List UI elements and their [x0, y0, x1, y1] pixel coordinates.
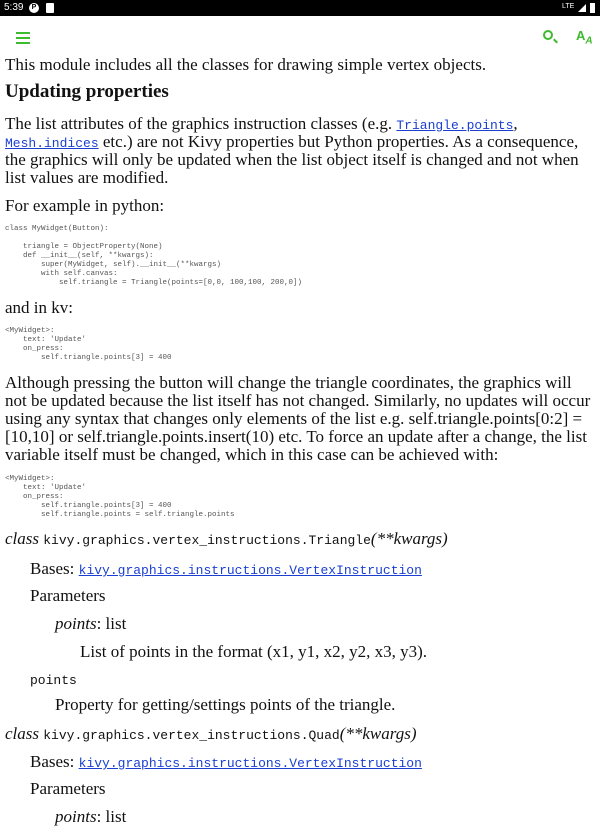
battery-icon [590, 3, 595, 13]
quad-bases [5, 753, 597, 771]
param-type: : list [96, 807, 127, 826]
param-type: : list [96, 614, 127, 633]
paragraph-1 [5, 115, 597, 187]
signal-icon [578, 4, 586, 12]
triangle-class-signature [5, 530, 597, 548]
class-name: kivy.graphics.vertex_instructions.Quad [43, 728, 340, 743]
param-name: points [55, 614, 97, 633]
code-block-python: class MyWidget(Button): triangle = ObjectProperty(None) def __init__(self, **kwargs): super(MyWidget, self).__init__(**kwargs) with self.canvas: self.triangle = Triangle(points=[0,0, 100,100, 200,0]) [5, 225, 303, 287]
triangle-parameters-label: Parameters [30, 586, 106, 605]
p1-sep: , [513, 114, 518, 133]
paragraph-4: Although pressing the button will change the triangle coordinates, the graphics will not be updated because the list itself has not changed. Similarly, no updates will occur using any syntax that changes only elements of the list e.g. self.triangle.points[0:2] = [10,10] or self.triangle.points.insert(10) etc. To force an update after a change, the list variable itself must be changed, which in this case can be achieved with: [5, 373, 591, 464]
code-block-kv-2: <MyWidget>: text: 'Update' on_press: self.triangle.points[3] = 400 self.triangle.points = self.triangle.points [5, 475, 235, 519]
quad-parameters-label: Parameters [30, 779, 106, 798]
section-heading: Updating properties [5, 81, 169, 102]
status-bar [0, 0, 600, 16]
vertex-instruction-link[interactable]: kivy.graphics.instructions.VertexInstruction [78, 563, 422, 578]
bases-label: Bases: [30, 752, 79, 771]
notification-p-icon: P [29, 3, 39, 13]
triangle-attr-points: points [30, 673, 77, 688]
class-keyword: class [5, 529, 39, 548]
status-time: 5:39 [4, 2, 24, 13]
mesh-indices-link[interactable]: Mesh.indices [5, 136, 99, 151]
triangle-param [5, 615, 597, 633]
code-block-kv: <MyWidget>: text: 'Update' on_press: self.triangle.points[3] = 400 [5, 327, 172, 362]
p1-text: The list attributes of the graphics instruction classes (e.g. [5, 114, 397, 133]
bases-label: Bases: [30, 559, 79, 578]
document-content[interactable] [0, 55, 600, 826]
quad-class-signature [5, 725, 597, 743]
class-args: (**kwargs) [370, 529, 448, 548]
triangle-points-link[interactable]: Triangle.points [396, 118, 514, 133]
vertex-instruction-link[interactable]: kivy.graphics.instructions.VertexInstruction [78, 756, 422, 771]
class-keyword: class [5, 724, 39, 743]
network-type: LTE [562, 3, 575, 10]
intro-text: This module includes all the classes for drawing simple vertex objects. [5, 55, 487, 74]
paragraph-3: and in kv: [5, 298, 73, 317]
app-bar [0, 16, 600, 56]
font-size-icon[interactable]: $A_A$ [576, 28, 593, 47]
triangle-attr-desc: Property for getting/settings points of the triangle. [55, 695, 396, 714]
class-name: kivy.graphics.vertex_instructions.Triangle [43, 533, 371, 548]
param-name: points [55, 807, 97, 826]
paragraph-2: For example in python: [5, 196, 165, 215]
p1-text-2: etc.) are not Kivy properties but Python properties. As a consequence, the graphics will only be updated when the list object itself is changed and not when list values are modified. [5, 132, 579, 187]
class-args: (**kwargs) [339, 724, 417, 743]
search-icon[interactable] [543, 30, 553, 40]
triangle-bases [5, 560, 597, 578]
quad-param [5, 808, 597, 826]
hamburger-icon[interactable] [16, 32, 30, 47]
triangle-param-desc: List of points in the format (x1, y1, x2, y2, x3, y3). [80, 642, 428, 661]
sd-card-icon [46, 3, 54, 13]
